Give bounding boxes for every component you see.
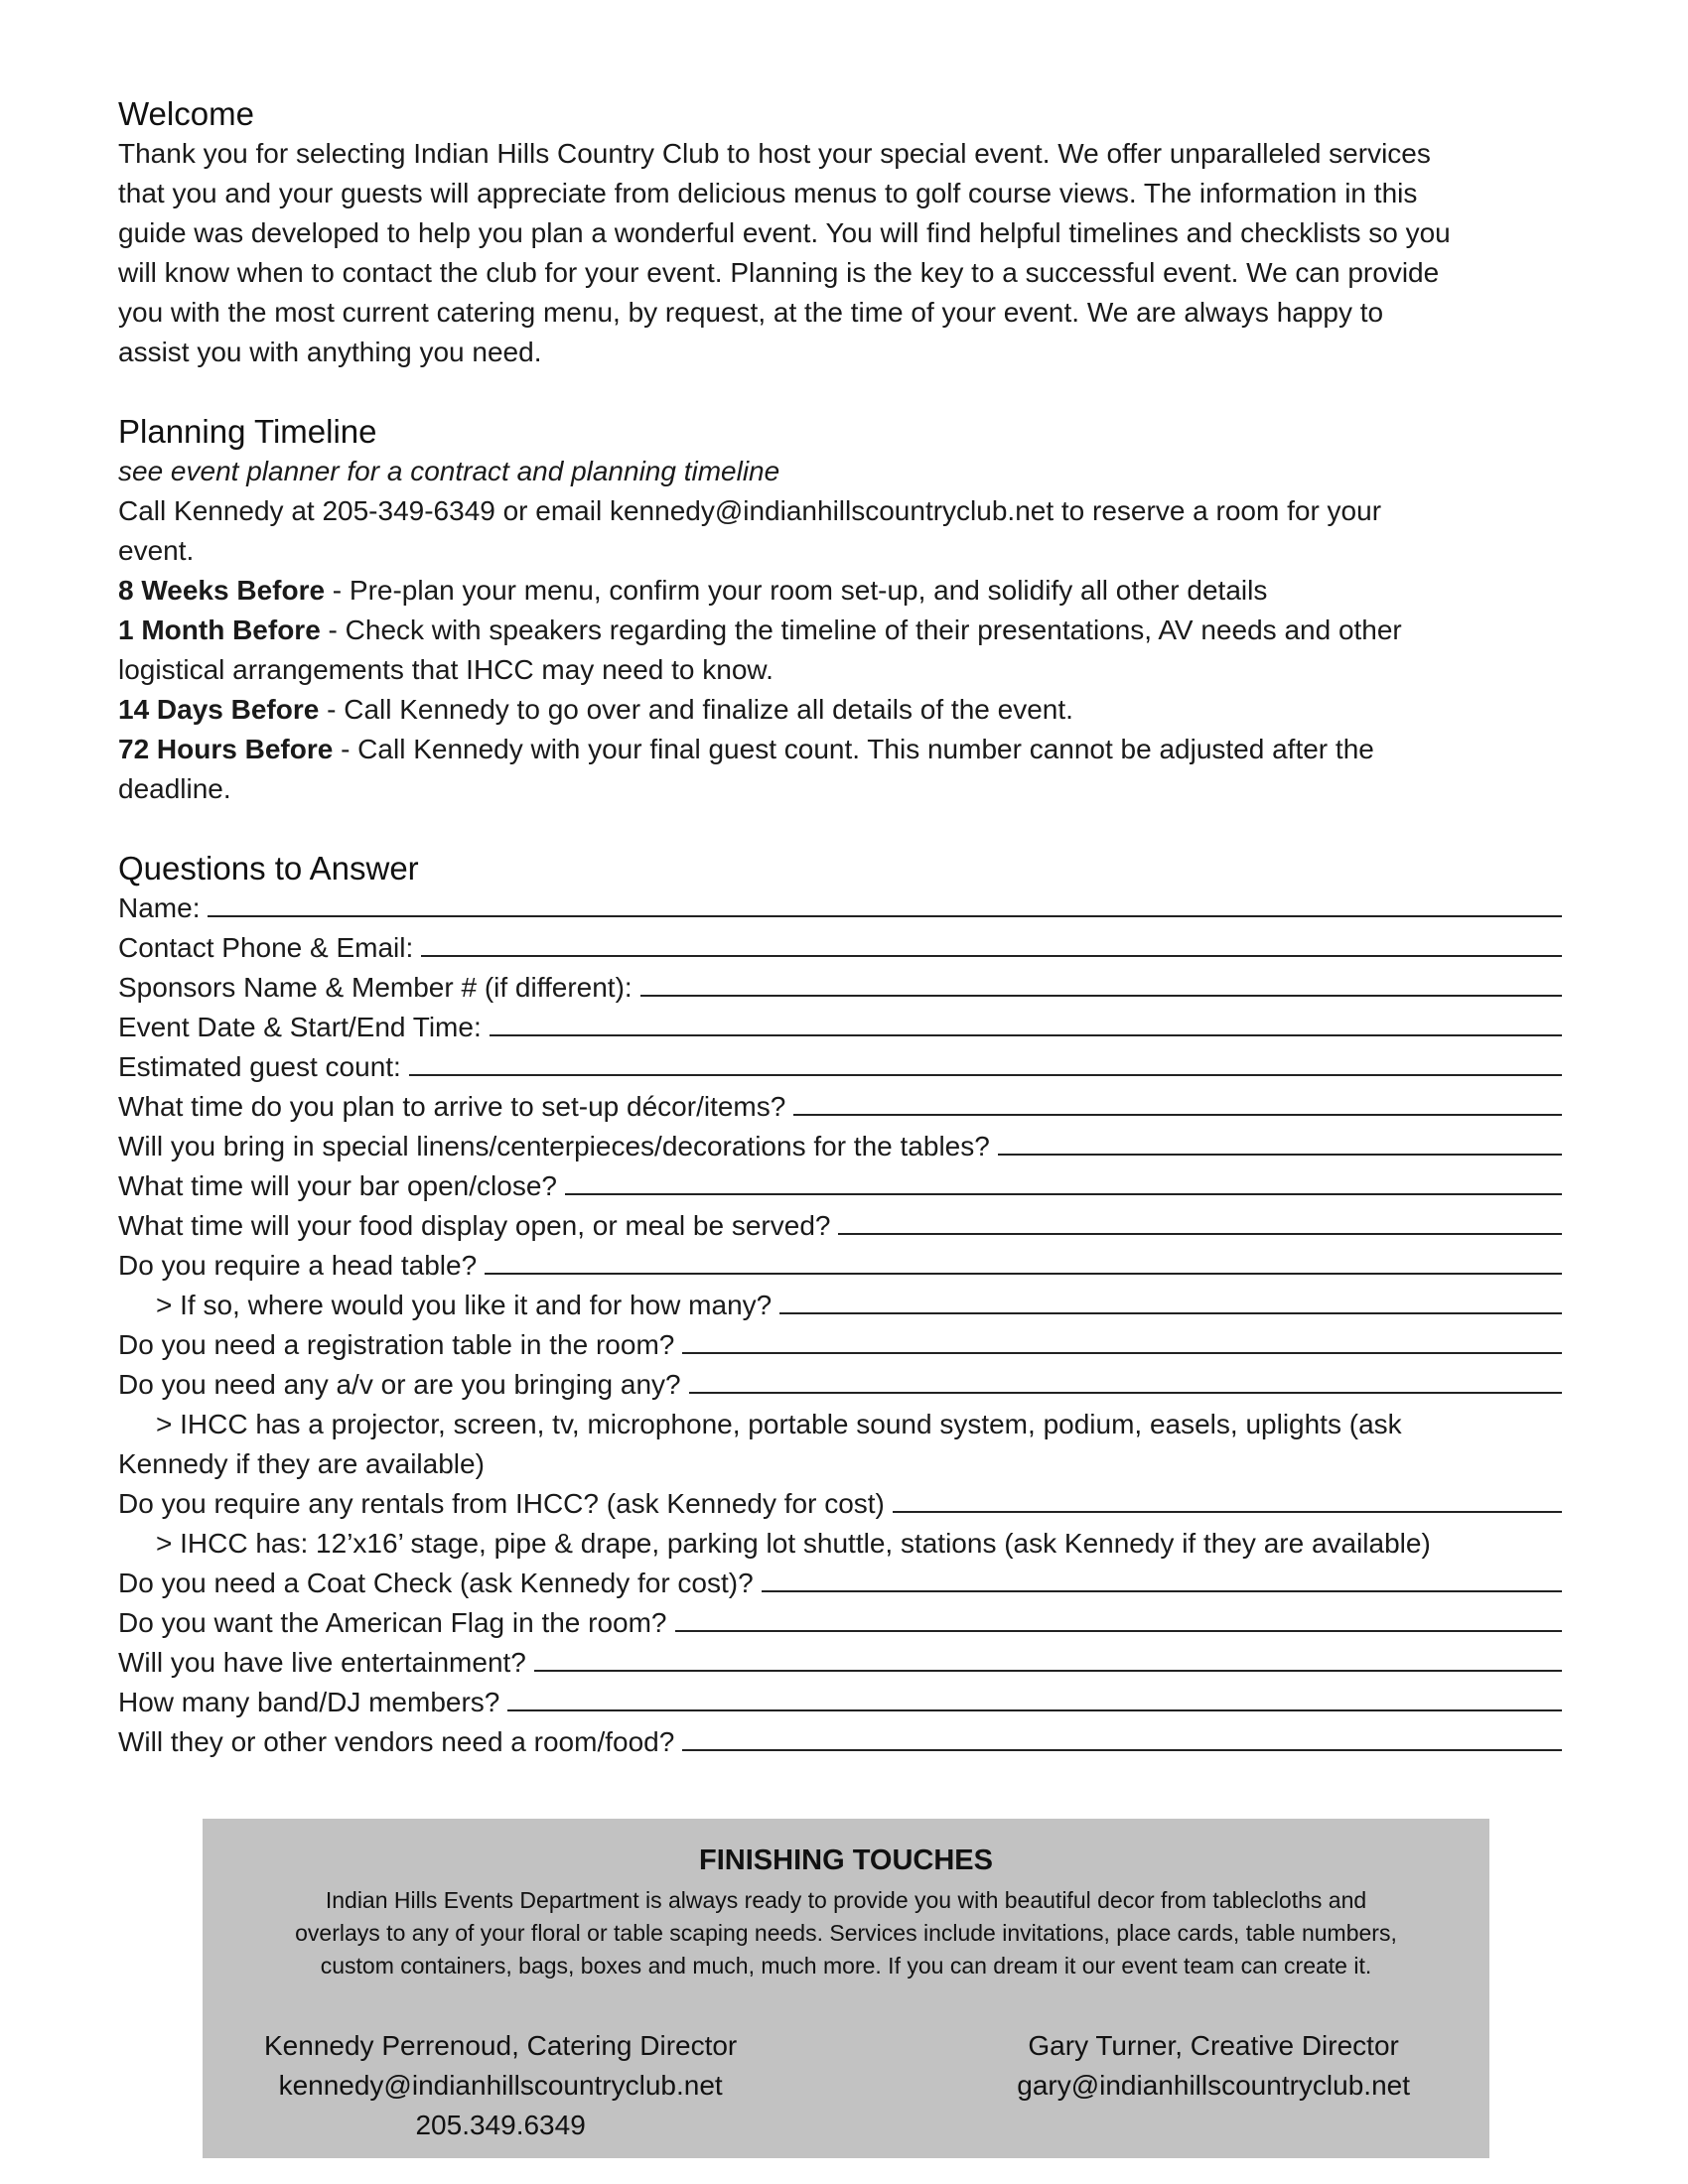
- answer-line-setup-time[interactable]: [793, 1088, 1562, 1116]
- timeline-item-label: 14 Days Before: [118, 694, 320, 725]
- question-row-setup-time: [118, 1087, 1570, 1127]
- contact-catering-director: [264, 2026, 737, 2145]
- question-row-linens: [118, 1127, 1570, 1166]
- welcome-line: will know when to contact the club for your event. Planning is the key to a successful event. We can provide: [118, 257, 1440, 288]
- timeline-item: [118, 571, 1570, 611]
- welcome-line: guide was developed to help you plan a wonderful event. You will find helpful timelines and checklists so you: [118, 217, 1451, 248]
- answer-line-rentals[interactable]: [893, 1485, 1562, 1513]
- contact-email-link[interactable]: gary@indianhillscountryclub.net: [1017, 2070, 1410, 2101]
- timeline-item: [118, 611, 1570, 650]
- av-note-cont: Kennedy if they are available): [118, 1448, 485, 1479]
- question-row-name: [118, 888, 1570, 928]
- answer-line-vendors[interactable]: [682, 1723, 1562, 1751]
- welcome-heading: Welcome: [118, 95, 254, 132]
- timeline-item: [118, 690, 1570, 730]
- document-page: [118, 94, 1570, 1762]
- question-row-registration: [118, 1325, 1570, 1365]
- welcome-paragraph: [118, 134, 1570, 372]
- question-row-guest-count: [118, 1047, 1570, 1087]
- contact-creative-director: [1017, 2026, 1410, 2145]
- contact-email-link[interactable]: kennedy@indianhillscountryclub.net: [278, 2070, 723, 2101]
- question-label: How many band/DJ members?: [118, 1687, 500, 1717]
- answer-line-band-members[interactable]: [507, 1684, 1562, 1711]
- question-label: Do you need any a/v or are you bringing any?: [118, 1369, 681, 1400]
- question-label: Name:: [118, 892, 201, 923]
- questions-heading: Questions to Answer: [118, 850, 419, 887]
- timeline-item: [118, 730, 1570, 769]
- answer-line-food[interactable]: [838, 1207, 1562, 1235]
- question-row-bar: [118, 1166, 1570, 1206]
- finishing-line: custom containers, bags, boxes and much, much more. If you can dream it our event team can create it.: [320, 1953, 1372, 1979]
- timeline-item-label: 1 Month Before: [118, 614, 321, 645]
- timeline-subtitle: see event planner for a contract and planning timeline: [118, 456, 780, 486]
- question-label: What time do you plan to arrive to set-up décor/items?: [118, 1091, 786, 1122]
- timeline-item-label: 72 Hours Before: [118, 734, 334, 764]
- av-note: > IHCC has a projector, screen, tv, microphone, portable sound system, podium, easels, uplights (ask: [156, 1409, 1402, 1439]
- question-label: Do you require any rentals from IHCC? (ask Kennedy for cost): [118, 1488, 885, 1519]
- question-label: What time will your bar open/close?: [118, 1170, 557, 1201]
- rentals-note: > IHCC has: 12’x16’ stage, pipe & drape, parking lot shuttle, stations (ask Kennedy if they are available): [156, 1528, 1431, 1559]
- question-row-food: [118, 1206, 1570, 1246]
- question-label: Do you need a Coat Check (ask Kennedy for cost)?: [118, 1568, 754, 1598]
- question-label: Contact Phone & Email:: [118, 932, 414, 963]
- timeline-item-text: - Check with speakers regarding the timeline of their presentations, AV needs and other: [320, 614, 1402, 645]
- answer-line-linens[interactable]: [998, 1128, 1562, 1156]
- finishing-touches-title: FINISHING TOUCHES: [699, 1844, 993, 1876]
- spacer: [118, 372, 1570, 412]
- contact-name: Gary Turner, Creative Director: [1028, 2030, 1399, 2061]
- question-row-rentals: [118, 1484, 1570, 1524]
- answer-line-contact[interactable]: [421, 929, 1562, 957]
- welcome-line: you with the most current catering menu, by request, at the time of your event. We are always happy to: [118, 297, 1384, 328]
- answer-line-av[interactable]: [689, 1366, 1562, 1394]
- welcome-line: assist you with anything you need.: [118, 337, 542, 367]
- question-row-contact: [118, 928, 1570, 968]
- welcome-line: Thank you for selecting Indian Hills Country Club to host your special event. We offer unparalleled services: [118, 138, 1431, 169]
- timeline-intro: Call Kennedy at 205-349-6349 or email kennedy@indianhillscountryclub.net to reserve a room for your: [118, 495, 1382, 526]
- question-label: Will they or other vendors need a room/food?: [118, 1726, 675, 1757]
- question-row-head-table: [118, 1246, 1570, 1286]
- question-row-event-date: [118, 1008, 1570, 1047]
- question-label: > If so, where would you like it and for how many?: [156, 1290, 773, 1320]
- answer-line-entertainment[interactable]: [534, 1644, 1562, 1672]
- finishing-line: Indian Hills Events Department is always ready to provide you with beautiful decor from tablecloths and: [325, 1887, 1367, 1913]
- timeline-item-text: - Pre-plan your menu, confirm your room set-up, and solidify all other details: [325, 575, 1268, 606]
- answer-line-sponsor[interactable]: [640, 969, 1562, 997]
- question-row-sponsor: [118, 968, 1570, 1008]
- question-label: Do you require a head table?: [118, 1250, 478, 1281]
- question-row-entertainment: [118, 1643, 1570, 1683]
- question-row-vendors: [118, 1722, 1570, 1762]
- question-row-flag: [118, 1603, 1570, 1643]
- timeline-heading: Planning Timeline: [118, 413, 377, 450]
- answer-line-event-date[interactable]: [490, 1009, 1562, 1036]
- timeline-intro-cont: event.: [118, 535, 195, 566]
- question-label: Sponsors Name & Member # (if different):: [118, 972, 633, 1003]
- question-row-head-table-details: [118, 1286, 1570, 1325]
- question-label: Do you need a registration table in the room?: [118, 1329, 675, 1360]
- question-label: Estimated guest count:: [118, 1051, 401, 1082]
- answer-line-flag[interactable]: [675, 1604, 1562, 1632]
- timeline-item-text: - Call Kennedy to go over and finalize all details of the event.: [319, 694, 1073, 725]
- answer-line-coat-check[interactable]: [762, 1565, 1562, 1592]
- timeline-item-text: - Call Kennedy with your final guest count. This number cannot be adjusted after the: [333, 734, 1374, 764]
- welcome-line: that you and your guests will appreciate from delicious menus to golf course views. The information in this: [118, 178, 1418, 208]
- contact-phone: 205.349.6349: [415, 2110, 586, 2140]
- contacts: [203, 2026, 1489, 2145]
- answer-line-registration[interactable]: [682, 1326, 1562, 1354]
- spacer: [118, 809, 1570, 849]
- question-row-coat-check: [118, 1564, 1570, 1603]
- answer-line-head-table[interactable]: [485, 1247, 1562, 1275]
- answer-line-name[interactable]: [208, 889, 1562, 917]
- question-label: Will you have live entertainment?: [118, 1647, 526, 1678]
- timeline-item-cont: deadline.: [118, 773, 231, 804]
- contact-name: Kennedy Perrenoud, Catering Director: [264, 2030, 738, 2061]
- finishing-touches-text: [226, 1884, 1466, 1982]
- answer-line-bar[interactable]: [565, 1167, 1562, 1195]
- finishing-touches-box: [203, 1819, 1489, 2158]
- question-row-band-members: [118, 1683, 1570, 1722]
- answer-line-head-table-details[interactable]: [779, 1287, 1562, 1314]
- timeline-item-cont: logistical arrangements that IHCC may need to know.: [118, 654, 774, 685]
- timeline-item-label: 8 Weeks Before: [118, 575, 326, 606]
- answer-line-guest-count[interactable]: [409, 1048, 1562, 1076]
- question-label: What time will your food display open, or meal be served?: [118, 1210, 831, 1241]
- question-label: Will you bring in special linens/centerpieces/decorations for the tables?: [118, 1131, 990, 1161]
- question-label: Do you want the American Flag in the room?: [118, 1607, 667, 1638]
- finishing-line: overlays to any of your floral or table scaping needs. Services include invitations, place cards, table numbers,: [295, 1920, 1397, 1946]
- question-label: Event Date & Start/End Time:: [118, 1012, 482, 1042]
- question-row-av: [118, 1365, 1570, 1405]
